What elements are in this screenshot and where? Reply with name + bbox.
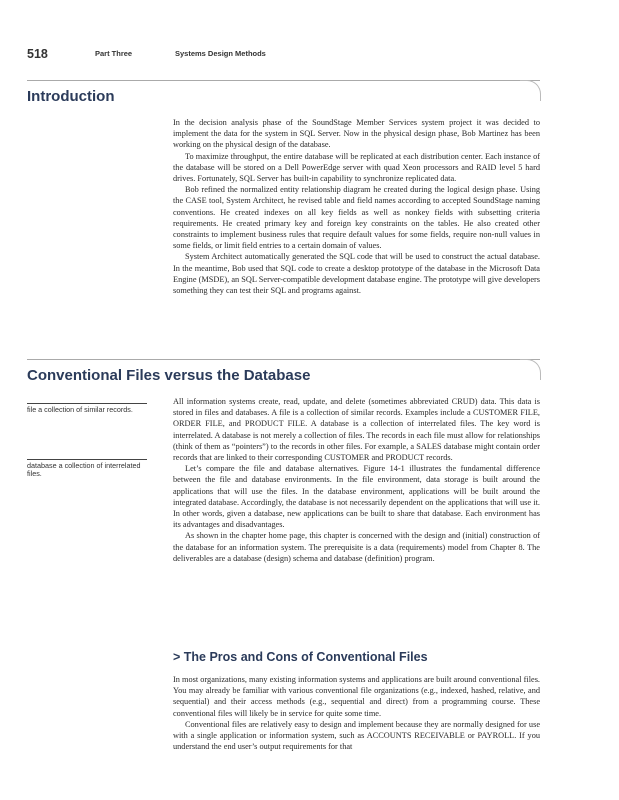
page-number: 518: [27, 47, 48, 61]
running-title: Systems Design Methods: [175, 49, 266, 58]
margin-note-file: file a collection of similar records.: [27, 403, 147, 414]
section-heading-introduction: Introduction: [27, 88, 115, 105]
part-label: Part Three: [95, 49, 133, 58]
margin-note-database: database a collection of interrelated files.: [27, 459, 147, 479]
section2-paragraph-1: All information systems create, read, update, and delete (sometimes abbreviated CRUD) data. This data is stored in files and databases. A file is a collection of similar records. Examples include a CUSTOMER FILE, ORDER FILE, and PRODUCT FILE. A database is a collection of interrelated files. The key word is interrelated. A database is not merely a collection of files. The records in each file must allow for relationships (think of them as “pointers”) to the records in other files. For example, a SALES database might contain order records that are linked to their corresponding CUSTOMER and PRODUCT records.: [173, 397, 540, 463]
section3-body: [173, 674, 540, 752]
section-heading-conventional-files: Conventional Files versus the Database: [27, 367, 311, 384]
intro-paragraph-4: System Architect automatically generated the SQL code that will be used to construct the actual database. In the meantime, Bob used that SQL code to create a desktop prototype of the database in the Microsoft Data Engine (MSDE), an SQL Server-compatible development database engine. The prototype will give developers something they can test their SQL and programs against.: [173, 252, 540, 296]
section-rule-curve: [520, 359, 541, 380]
intro-paragraph-1: In the decision analysis phase of the SoundStage Member Services system project it was decided to implement the data for the system in SQL Server. Now in the physical design phase, Bob Martinez has been working on the physical design of the database.: [173, 118, 540, 150]
section2-paragraph-2: Let’s compare the file and database alternatives. Figure 14-1 illustrates the fundamental difference between the file and database environments. In the file environment, data storage is built around the applications that will use the files. In the database environment, applications will be built around the integrated database. Accordingly, the database is not necessarily dependent on the applications that will use it. In other words, given a database, new applications can be built to share that database. Each environment has its advantages and disadvantages.: [173, 464, 540, 530]
section3-paragraph-1: In most organizations, many existing information systems and applications are built around conventional files. You may already be familiar with various conventional file organizations (e.g., indexed, hashed, relative, and sequential) and their access methods (e.g., sequential and direct) from a programming course. These conventional files will likely be in service for quite some time.: [173, 675, 540, 718]
subsection-heading-pros-cons: > The Pros and Cons of Conventional Files: [173, 650, 428, 664]
section2-body: [173, 396, 540, 564]
section3-paragraph-2: Conventional files are relatively easy to design and implement because they are normally designed for use with a single application or information system, such as ACCOUNTS RECEIVABLE or PAYROLL. If you understand the end user’s output requirements for that: [173, 719, 540, 752]
intro-paragraph-2: To maximize throughput, the entire database will be replicated at each distribution center. Each instance of the database will be stored on a Dell PowerEdge server with quad Xeon processors and RAID level 5 hard drives. Fortunately, SQL Server has built-in capability to synchronize replicated data.: [173, 151, 540, 184]
intro-body: [173, 117, 540, 296]
section2-paragraph-3: As shown in the chapter home page, this chapter is concerned with the design and (initial) construction of the database for an information system. The prerequisite is a data (requirements) model from Chapter 8. The deliverables are a database (design) schema and database (definition) program.: [173, 531, 540, 563]
section-rule: [27, 80, 540, 81]
section-rule-curve: [520, 80, 541, 101]
intro-paragraph-3: Bob refined the normalized entity relationship diagram he created during the logical design phase. Using the CASE tool, System Architect, he revised table and field names according to accepted SoundStage naming conventions. He created indexes on all key fields as well as nonkey fields with subsetting criteria requirements. He created primary key and foreign key constraints on the tables. He also created other constraints to implement business rules that require default values for some fields, require non-null values in some fields, or limit field entries to a certain domain of values.: [173, 185, 540, 251]
section-rule: [27, 359, 540, 360]
